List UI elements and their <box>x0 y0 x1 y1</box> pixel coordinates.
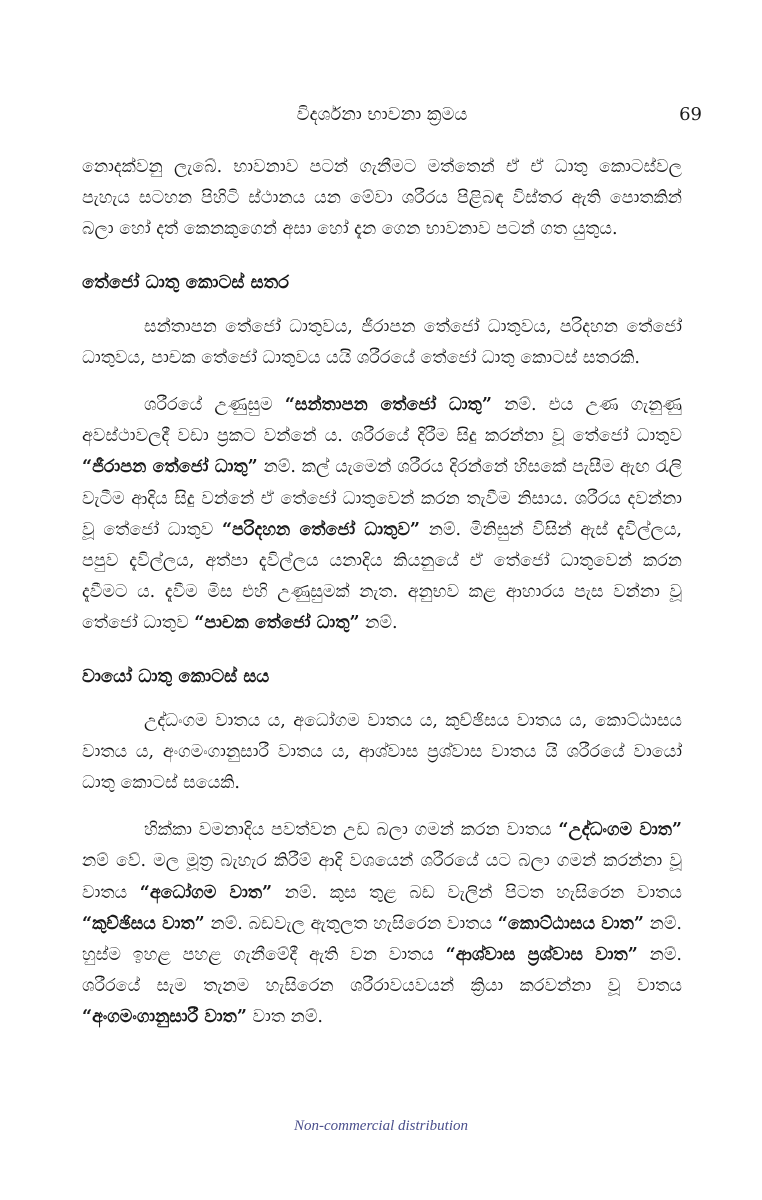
running-head <box>82 100 702 130</box>
term-assasa-passasa: “ආශ්වාස ප්‍රශ්වාස වාත” <box>445 945 638 966</box>
term-adhogama: “අධෝගම වාත” <box>139 882 273 903</box>
section-heading-vayo: වායෝ ධාතු කොටස් සය <box>82 665 270 687</box>
text-run: ශරීරයේ උණුසුම <box>144 395 285 416</box>
text-run: නම්. මිනිසුන් විසින් ඇස් දැවිල්ලය, පපුව දැවිල්ලය, අත්පා දැවිල්ලය යනාදිය කියනුයේ ඒ තේජෝ ධාතුවෙන් කරන දැවීමට ය. දැවීම මිස එහි උණුසුමක් නැත. අනුභව කළ ආහාරය පැස වන්නා වූ තේජෝ ධාතුව <box>82 519 682 634</box>
term-kucchisaya: “කුච්ඡිසය වාත” <box>82 913 205 934</box>
text-run: නම්. බඩවැල ඇතුලත හැසිරෙන වාතය <box>204 913 498 934</box>
text-run: නම්. හුස්ම ඉහළ පහළ ගැනීමේදී ඇති වන වාතය <box>82 913 682 966</box>
text-run: නම්. කල් යැමෙන් ශරීරය දිරන්නේ හිසකේ පැසීම ඇඟ රැලි වැටීම ආදිය සිදු වන්නේ ඒ තේජෝ ධාතුවෙන් කරන තැවීම නිසාය. ශරීරය දවන්නා වූ තේජෝ ධාතුව <box>82 457 682 540</box>
term-angamanganusari: “අංගමංගානුසාරී වාත” <box>82 1007 247 1028</box>
text-run: නම්. <box>359 613 398 634</box>
paragraph-tejo-detail <box>82 390 682 640</box>
term-jirapana: “ජීරාපන තේජෝ ධාතු” <box>82 457 258 478</box>
term-uddhangama: “උද්ධංගම වාත” <box>558 820 682 841</box>
term-kotthasaya: “කොට්ඨාසය වාත” <box>497 913 644 934</box>
term-santapana: “සන්තාපන තේජෝ ධාතු” <box>284 395 492 416</box>
text-run: හික්කා වමනාදිය පවත්වන උඩ බලා ගමන් කරන වාතය <box>144 820 559 841</box>
paragraph-tejo-intro: සන්තාපන තේජෝ ධාතුවය, ජීරාපන තේජෝ ධාතුවය, පරිදහන තේජෝ ධාතුවය, පාචක තේජෝ ධාතුවය යයි ශරීරයේ තේජෝ ධාතු කොටස් සතරකි. <box>82 316 682 368</box>
text-run: වාත නම්. <box>246 1007 323 1028</box>
paragraph-vayo-intro: උද්ධංගම වාතය ය, අධෝගම වාතය ය, කුච්ඡිසය වාතය ය, කොට්ඨාසය වාතය ය, අංගමංගානුසාරී වාතය ය, ආශ්වාස ප්‍රශ්වාස වාතය යි ශරීරයේ වායෝ ධාතු කොටස් සයෙකි. <box>82 710 682 794</box>
section-heading-tejo: තේජෝ ධාතු කොටස් සතර <box>82 271 290 293</box>
text-run: නම් වේ. මල මූත්‍ර බැහැර කිරීම් ආදි වශයෙන් ශරීරයේ යට බලා ගමන් කරන්නා වූ වාතය <box>82 851 682 903</box>
term-pachaka: “පාචක තේජෝ ධාතු” <box>194 613 360 634</box>
footer-notice: Non-commercial distribution <box>293 1118 469 1134</box>
paragraph-vayo-detail <box>82 815 682 1033</box>
term-paridahana: “පරිදහන තේජෝ ධාතුව” <box>221 519 420 540</box>
text-run: නම්. කුස තුළ බඩ වැලින් පිටත හැසිරෙන වාතය <box>272 882 683 903</box>
text-run: නම්. ශරීරයේ සැම තැනම හැසිරෙන ශරීරාවයවයන් ක්‍රියා කරවන්නා වූ වාතය <box>82 945 682 997</box>
paragraph-continuation: නොදක්වනු ලැබේ. භාවනාව පටන් ගැනීමට මත්තෙන් ඒ ඒ ධාතු කොටස්වල පැහැය සටහන පිහිටි ස්ථානය යන මේවා ශරීරය පිළිබඳ විස්තර ඇති පොතකින් බලා හෝ දත් කෙනකුගෙන් අසා හෝ දැන ගෙන භාවනාව පටන් ගත යුතුය. <box>82 157 682 240</box>
text-run: නම්. එය උණ ගැනුණු අවස්ථාවලදී වඩා ප්‍රකට වන්නේ ය. ශරීරයේ දිරීම සිදු කරන්නා වූ තේජෝ ධාතුව <box>82 395 682 447</box>
body-text <box>82 152 682 1034</box>
running-title: විදර්ශනා භාවනා ක්‍රමය <box>296 104 468 125</box>
page-number: 69 <box>679 104 702 125</box>
